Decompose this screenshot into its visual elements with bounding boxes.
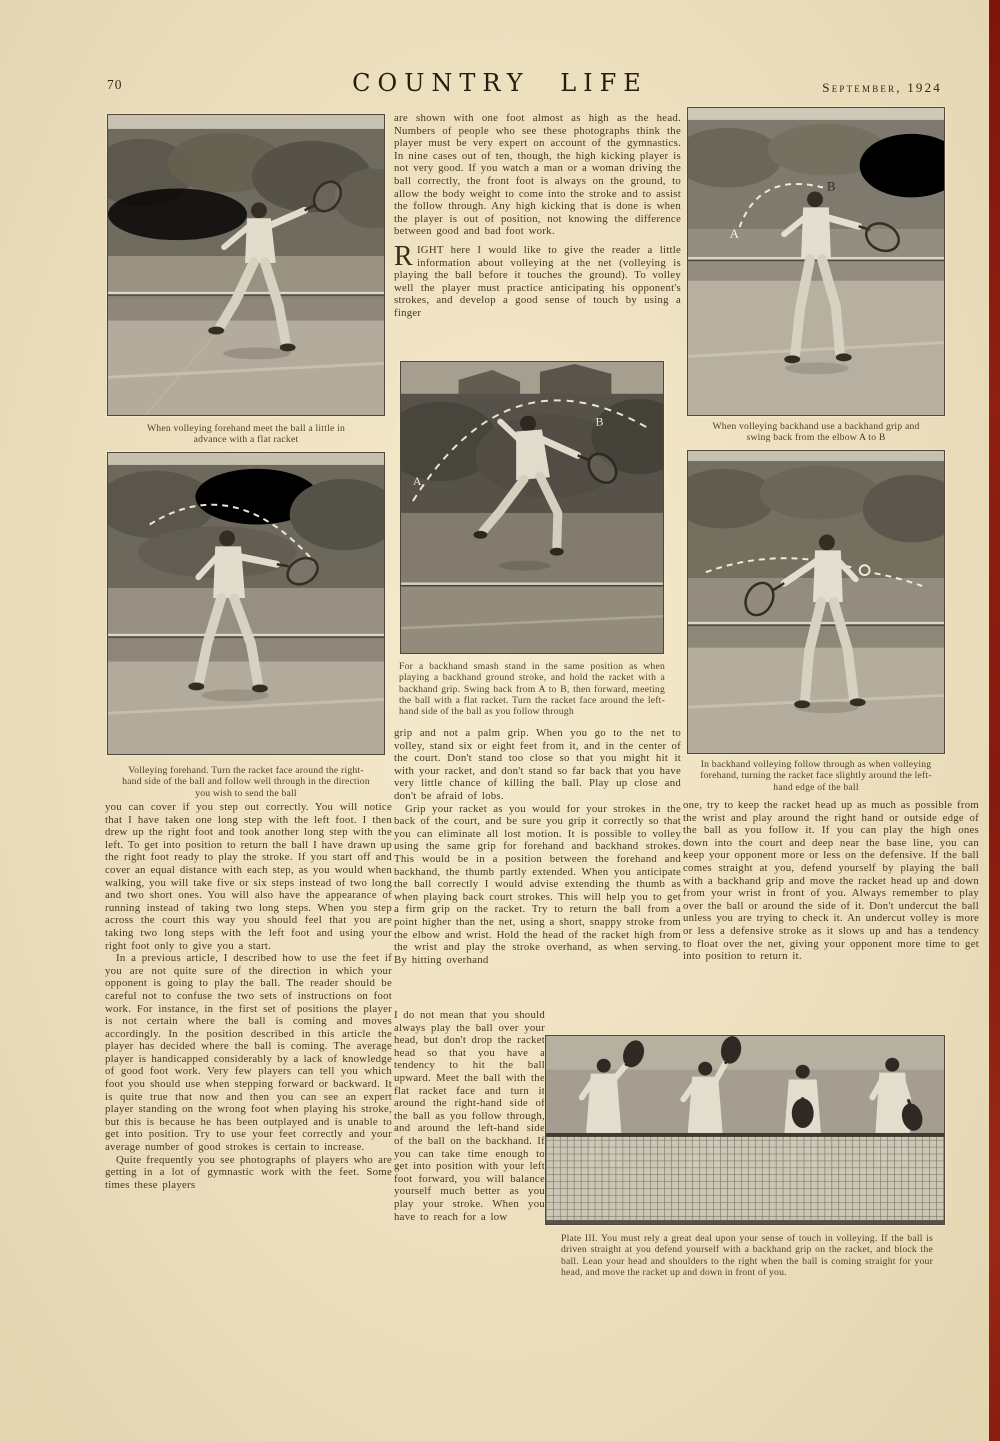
photo-backhand-grip: [687, 107, 945, 416]
paragraph-dropcap: RIGHT here I would like to give the reader a little information about volleying at the net (volleying is playing the ball before it touches the ground). To volley well the player must practice anticipating his opponent's strokes, and develop a good sense of touch by using a finger: [394, 240, 681, 319]
photo-backhand-smash: [400, 361, 664, 654]
caption-forehand-volley: When volleying forehand meet the ball a little in advance with a flat racket: [146, 423, 346, 446]
paragraph: you can cover if you step out correctly. You will notice that I have taken one long step with the left foot. I then drew up the right foot and took another long step with the left. To get into position to return the ball I have drawn up the right foot ready to play the stroke. If you start off and cover an equal distance with each step, as you would when walking, you will take five or six steps instead of two long and two short ones. You will also have the appearance of running instead of taking two long steps. When you step across the court this way you should feel that you are taking two long steps with the left foot and using your right foot only to give you a start.: [105, 801, 392, 952]
photo-plate-three: [545, 1035, 945, 1225]
label-a: A: [729, 227, 739, 242]
paragraph: one, try to keep the racket head up as much as possible from the wrist and play around the right hand or outside edge of the ball as you follow it. If you can play the high ones down into the court and deep near the base line, you can keep your opponent more or less on the defensive. If the ball comes straight at you, defend yourself by playing the ball with a backhand grip and move the racket head up and down from your wrist in front of you. Always remember to play over the ball or around the side of it. Don't undercut the ball unless you are trying to check it. An undercut volley is more or less a defensive stroke as it slows up and has a tendency to float over the net, giving your opponent more time to get into position to return it.: [683, 799, 979, 963]
paragraph: Grip your racket as you would for your strokes in the back of the court, and be sure you grip it correctly so that you can eliminate all lost motion. It is possible to volley using the same grip for forehand and backhand strokes. This would be in a position between the forehand and backhand, the thumb partly extended. When you anticipate the ball correctly I would advise extending the thumb as when playing back court strokes. This will help you to get a firm grip on the racket. Try to return the ball from a point higher than the net, using a short, snappy stroke from the elbow and wrist. Hold the head of the racket high from the wrist and play the stroke overhand, as when serving. By hitting overhand: [394, 802, 681, 966]
paragraph: grip and not a palm grip. When you go to the net to volley, stand six or eight feet from it, and in the center of the court. Don't stand too close so that you might hit it with your racket, and don't stand so far back that you have very little chance of killing the ball. Play up close and don't be afraid of lobs.: [394, 727, 681, 802]
caption-plate-three: Plate III. You must rely a great deal upon your sense of touch in volleying. If the ball is driven straight at you defend yourself with a backhand grip on the racket, and block the ball. Lean your head and shoulders to the right when the ball is coming straight for your head, and move the racket up and down in front of you.: [561, 1233, 933, 1278]
article-mid-lower: [394, 727, 681, 966]
caption-backhand-grip: When volleying backhand use a backhand grip and swing back from the elbow A to B: [712, 421, 920, 444]
photo-volleying-forehand: [107, 452, 385, 755]
photo-forehand-volley-image: [108, 115, 384, 415]
photo-backhand-follow-through-image: [688, 451, 944, 753]
article-right-column: [683, 799, 979, 963]
caption-volleying-forehand: Volleying forehand. Turn the racket face around the right-hand side of the ball and follow well through in the direction you wish to send the ball: [122, 765, 370, 799]
label-a: A: [412, 474, 422, 489]
photo-forehand-volley: [107, 114, 385, 416]
caption-backhand-smash: For a backhand smash stand in the same position as when playing a backhand ground stroke, and hold the racket with a backhand grip. Swing back from A to B, then forward, meeting the ball with a flat racket. Turn the racket face around the left-hand side of the ball as you follow through: [399, 661, 665, 718]
article-mid-top: [394, 112, 681, 320]
paragraph: Quite frequently you see photographs of players who are getting in a lot of gymnastic work with the feet. Some times these players: [105, 1153, 392, 1191]
paragraph: In a previous article, I described how to use the feet if you are not quite sure of the direction in which your opponent is going to play the ball. The reader should be careful not to confuse the two sets of instructions on foot work. For instance, in the first set of positions the player is not certain where the ball is coming and moves accordingly. In the position described in this article the player has decided where the ball is coming. The average player is handicapped considerably by a lack of knowledge of good foot work. Very few players can tell you which foot you should use when stepping forward or backward. It is quite true that now and then you can see an expert player standing on the wrong foot when playing his stroke, but this is because he has been outplayed and is unable to get into position. Try to use your feet correctly and your average number of good strokes is certain to increase.: [105, 952, 392, 1154]
issue-date: September, 1924: [822, 80, 942, 95]
photo-plate-three-image: [546, 1036, 944, 1224]
page-number: 70: [107, 77, 123, 92]
article-left-column: [105, 801, 392, 1191]
photo-backhand-grip-image: [688, 108, 944, 415]
paragraph: I do not mean that you should always play the ball over your head, but don't drop the racket head so that you have a tendency to hit the ball upward. Meet the ball with the flat racket face and turn it around the right-hand side of the ball as you follow through, and around the left-hand side of the ball on the backhand. If you can take time enough to get into position with your left foot forward, you will balance yourself much better as you play your stroke. When you have to reach for a low: [394, 1009, 545, 1223]
photo-volleying-forehand-image: [108, 453, 384, 754]
scan-edge-right: [989, 0, 1000, 1441]
photo-backhand-follow-through: [687, 450, 945, 754]
magazine-title: COUNTRY LIFE: [352, 69, 648, 97]
drop-cap: R: [394, 240, 413, 272]
article-mid-narrow: [394, 1009, 545, 1223]
label-b: B: [595, 414, 604, 429]
paragraph: are shown with one foot almost as high as the head. Numbers of people who see these photographs think the player must be very expert on account of the gymnastics. In nine cases out of ten, though, the high kicking player is not very good. If you watch a man or a woman driving the ball correctly, the front foot is always on the ground, to allow the body weight to come into the stroke and to assist the follow through. Any high kicking that is done is when the player is out of position, not knowing the difference between good and bad foot work.: [394, 112, 681, 238]
photo-backhand-smash-image: [401, 362, 663, 653]
label-b: B: [826, 179, 836, 194]
caption-backhand-follow-through: In backhand volleying follow through as when volleying forehand, turning the racket face slightly around the left-hand edge of the ball: [700, 759, 932, 793]
